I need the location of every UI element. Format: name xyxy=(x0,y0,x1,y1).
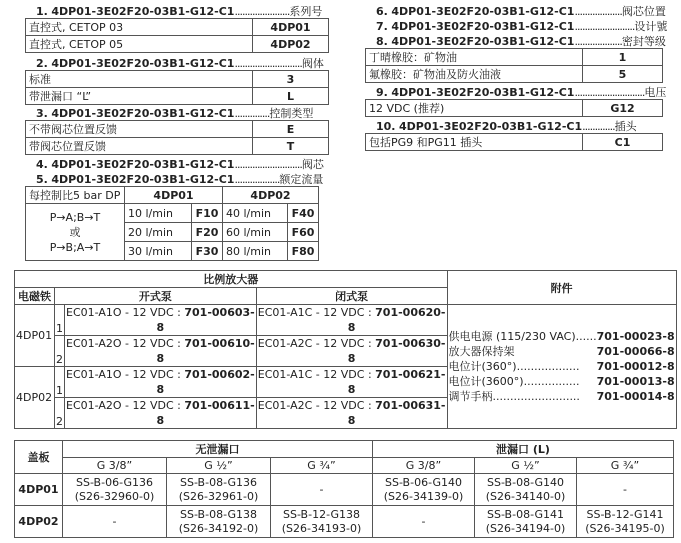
sec2-header xyxy=(36,55,324,71)
sec7-title: 设计號 xyxy=(634,20,668,33)
plate-part-number: - xyxy=(623,482,627,496)
sec4-dots: ........................... xyxy=(234,158,302,171)
flow-code: F30 xyxy=(192,242,223,261)
sec5-flow-table xyxy=(25,186,319,261)
table-row xyxy=(366,134,663,151)
sec9-dots: ............................ xyxy=(574,86,645,99)
sec10-dots: ............. xyxy=(582,120,615,133)
plate-part-number: SS-B-12-G141 xyxy=(586,507,664,521)
option-code: G12 xyxy=(583,100,663,117)
plate-part-code: (S26-32960-0) xyxy=(74,489,155,503)
option-code: 3 xyxy=(253,71,329,88)
sec2-table xyxy=(25,70,329,105)
flow-code: F80 xyxy=(288,242,319,261)
option-label: 直控式, CETOP 03 xyxy=(26,19,253,36)
plate-part-code: (S26-34195-0) xyxy=(585,521,665,535)
sec4-model-code: 4DP01-3E02F20-03B1-G12-C1 xyxy=(51,158,235,171)
option-code: 5 xyxy=(583,66,663,83)
accessory-label: 电位计(360°) xyxy=(448,360,517,373)
table-row xyxy=(15,458,674,474)
part-number: 701-00610- xyxy=(184,337,255,350)
port-size: G ½” xyxy=(167,458,271,474)
accessory-item xyxy=(449,359,675,374)
accessory-code: 701-00012-8 xyxy=(596,360,675,373)
option-label: 标准 xyxy=(26,71,253,88)
amplifier-model: EC01-A2O - 12 VDC : xyxy=(66,399,185,412)
sec9-table xyxy=(365,99,663,117)
solenoid-model: 4DP02 xyxy=(15,367,55,429)
table-row xyxy=(366,100,663,117)
part-number: 701-00620- xyxy=(375,306,446,319)
part-number-suffix: 8 xyxy=(156,352,165,365)
sec10-title: 插头 xyxy=(614,120,637,133)
sec8-table xyxy=(365,48,663,83)
accessory-label: 电位计(3600°) xyxy=(448,375,524,388)
plate-part-cell xyxy=(167,506,271,538)
sec2-dots: ........................... xyxy=(234,57,302,70)
plate-part-cell xyxy=(63,506,167,538)
flow-direction-label xyxy=(26,204,125,261)
part-number-suffix: 8 xyxy=(347,383,356,396)
flow-value: 10 l/min xyxy=(125,204,192,223)
closed-pump-cell xyxy=(256,367,447,398)
part-number: 701-00602- xyxy=(184,368,255,381)
table-row xyxy=(26,88,329,105)
sec1-number: 1. xyxy=(36,5,48,18)
plate-part-number: - xyxy=(112,514,117,528)
closed-pump-cell xyxy=(256,305,447,336)
sec6-header xyxy=(376,3,666,19)
plate-part-cell xyxy=(475,474,577,506)
plate-part-cell xyxy=(577,506,674,538)
row-index: 1 xyxy=(55,367,65,398)
plate-part-cell xyxy=(63,474,167,506)
sec8-title: 密封等级 xyxy=(621,35,666,48)
option-label: 不带阀芯位置反馈 xyxy=(26,121,253,138)
accessory-code: 701-00013-8 xyxy=(596,375,675,388)
plate-part-number: SS-B-08-G136 xyxy=(180,475,257,489)
flow-value: 40 l/min xyxy=(223,204,288,223)
accessory-label: 放大器保持架 xyxy=(448,345,515,358)
part-number-suffix: 8 xyxy=(347,352,356,365)
amplifier-model: EC01-A1C - 12 VDC : xyxy=(257,368,376,381)
row-index: 1 xyxy=(55,305,65,336)
sec5-title: 额定流量 xyxy=(279,173,324,186)
accessory-item xyxy=(449,389,675,404)
sec10-number: 10. xyxy=(376,120,396,133)
sec5-dots: .................. xyxy=(234,173,280,186)
flow-value: 30 l/min xyxy=(125,242,192,261)
plate-part-code: (S26-34140-0) xyxy=(485,489,566,503)
solenoid-header: 电磁铁 xyxy=(15,288,55,305)
option-code: 4DP02 xyxy=(253,36,329,53)
sec7-header xyxy=(376,18,667,34)
flow-header-4dp01: 4DP01 xyxy=(125,187,223,204)
no-leak-header: 无泄漏口 xyxy=(63,441,373,458)
amplifier-model: EC01-A1C - 12 VDC : xyxy=(257,306,376,319)
accessory-code: 701-00066-8 xyxy=(596,345,675,358)
plate-model: 4DP02 xyxy=(15,506,63,538)
accessory-dots: ................ xyxy=(523,375,580,388)
amplifier-model: EC01-A2O - 12 VDC : xyxy=(66,337,185,350)
accessory-label: 调节手柄 xyxy=(448,390,493,403)
amplifier-model: EC01-A2C - 12 VDC : xyxy=(257,399,376,412)
plate-header: 盖板 xyxy=(15,441,63,474)
part-number: 701-00631- xyxy=(375,399,446,412)
sec7-number: 7. xyxy=(376,20,388,33)
plate-part-number: - xyxy=(421,514,426,528)
table-row xyxy=(26,71,329,88)
sec8-model-code: 4DP01-3E02F20-03B1-G12-C1 xyxy=(391,35,575,48)
sec8-dots: ................... xyxy=(574,35,622,48)
accessory-dots: .................. xyxy=(516,360,580,373)
sec10-header xyxy=(376,118,637,134)
port-size: G 3/8” xyxy=(373,458,475,474)
option-code: L xyxy=(253,88,329,105)
sec5-header xyxy=(36,171,323,187)
option-code: 4DP01 xyxy=(253,19,329,36)
flow-direction-line: 或 xyxy=(69,225,81,239)
amplifier-model: EC01-A1O - 12 VDC : xyxy=(66,306,185,319)
row-index: 2 xyxy=(55,336,65,367)
part-number-suffix: 8 xyxy=(347,414,356,427)
plate-part-code: (S26-34193-0) xyxy=(281,521,362,535)
accessory-code: 701-00014-8 xyxy=(596,390,675,403)
port-size: G ½” xyxy=(475,458,577,474)
accessory-code: 701-00023-8 xyxy=(596,330,675,343)
sec3-header xyxy=(36,105,313,121)
accessories-list xyxy=(447,305,676,429)
sec8-header xyxy=(376,33,666,49)
sec2-number: 2. xyxy=(36,57,48,70)
open-pump-cell xyxy=(65,305,257,336)
accessory-item xyxy=(449,374,675,389)
option-label: 丁晴橡胶：矿物油 xyxy=(366,49,583,66)
sec5-number: 5. xyxy=(36,173,48,186)
plate-part-code: (S26-32961-0) xyxy=(178,489,259,503)
part-number-suffix: 8 xyxy=(156,321,165,334)
amplifier-model: EC01-A2C - 12 VDC : xyxy=(257,337,376,350)
plate-part-code: (S26-34194-0) xyxy=(485,521,566,535)
sec9-title: 电压 xyxy=(644,86,667,99)
port-size: G ¾” xyxy=(577,458,674,474)
plate-part-number: SS-B-06-G136 xyxy=(76,475,153,489)
flow-code: F10 xyxy=(192,204,223,223)
plate-part-code: (S26-34139-0) xyxy=(383,489,464,503)
table-row xyxy=(15,271,677,288)
sec7-model-code: 4DP01-3E02F20-03B1-G12-C1 xyxy=(391,20,575,33)
plate-part-number: SS-B-06-G140 xyxy=(385,475,462,489)
flow-header-4dp02: 4DP02 xyxy=(223,187,319,204)
open-pump-cell xyxy=(65,398,257,429)
sec9-header xyxy=(376,84,666,100)
sec7-dots: ........................ xyxy=(574,20,635,33)
accessory-dots: ......................... xyxy=(492,390,580,403)
flow-code: F20 xyxy=(192,223,223,242)
sec9-model-code: 4DP01-3E02F20-03B1-G12-C1 xyxy=(391,86,575,99)
plate-model: 4DP01 xyxy=(15,474,63,506)
part-number-suffix: 8 xyxy=(156,383,165,396)
accessory-label: 供电电源 (115/230 VAC) xyxy=(448,330,576,343)
option-label: 12 VDC (推荐) xyxy=(366,100,583,117)
flow-value: 60 l/min xyxy=(223,223,288,242)
sec9-number: 9. xyxy=(376,86,388,99)
part-number-suffix: 8 xyxy=(347,321,356,334)
plate-part-number: SS-B-08-G141 xyxy=(487,507,564,521)
table-row xyxy=(15,441,674,458)
plate-part-code: (S26-34192-0) xyxy=(178,521,259,535)
part-number-suffix: 8 xyxy=(156,414,165,427)
option-label: 氟橡胶：矿物油及防火油液 xyxy=(366,66,583,83)
accessories-header: 附件 xyxy=(447,271,676,305)
flow-direction-line: P→B;A→T xyxy=(49,240,101,254)
sec1-table xyxy=(25,18,329,53)
plate-part-number: - xyxy=(319,482,324,496)
accessory-item xyxy=(449,344,675,359)
table-row xyxy=(26,187,319,204)
option-label: 带阀芯位置反馈 xyxy=(26,138,253,155)
sec3-table xyxy=(25,120,329,155)
part-number: 701-00611- xyxy=(184,399,255,412)
sec1-dots: ...................... xyxy=(234,5,290,18)
option-label: 直控式, CETOP 05 xyxy=(26,36,253,53)
sec10-table xyxy=(365,133,663,151)
sec5-model-code: 4DP01-3E02F20-03B1-G12-C1 xyxy=(51,173,235,186)
sec6-dots: ................... xyxy=(574,5,622,18)
sec2-model-code: 4DP01-3E02F20-03B1-G12-C1 xyxy=(51,57,235,70)
plate-part-cell xyxy=(271,506,373,538)
table-row xyxy=(26,138,329,155)
option-label: 带泄漏口 “L” xyxy=(26,88,253,105)
amplifier-title: 比例放大器 xyxy=(15,271,448,288)
solenoid-model: 4DP01 xyxy=(15,305,55,367)
sec6-number: 6. xyxy=(376,5,388,18)
flow-code: F60 xyxy=(288,223,319,242)
amplifier-model: EC01-A1O - 12 VDC : xyxy=(66,368,185,381)
open-pump-cell xyxy=(65,367,257,398)
table-row xyxy=(26,204,319,223)
flow-value: 20 l/min xyxy=(125,223,192,242)
sec6-model-code: 4DP01-3E02F20-03B1-G12-C1 xyxy=(391,5,575,18)
subplate-table xyxy=(14,440,674,538)
sec1-title: 系列号 xyxy=(289,5,323,18)
amplifier-table xyxy=(14,270,677,429)
row-index: 2 xyxy=(55,398,65,429)
plate-part-cell xyxy=(167,474,271,506)
flow-header-label: 每控制比5 bar DP xyxy=(26,187,125,204)
sec3-title: 控制类型 xyxy=(269,107,314,120)
table-row xyxy=(366,49,663,66)
sec2-title: 阀体 xyxy=(301,57,324,70)
flow-direction-line: P→A;B→T xyxy=(49,210,101,224)
sec10-model-code: 4DP01-3E02F20-03B1-G12-C1 xyxy=(399,120,583,133)
table-row xyxy=(15,305,677,336)
open-pump-header: 开式泵 xyxy=(55,288,257,305)
plate-part-cell xyxy=(475,506,577,538)
open-pump-cell xyxy=(65,336,257,367)
option-code: 1 xyxy=(583,49,663,66)
option-code: T xyxy=(253,138,329,155)
option-code: E xyxy=(253,121,329,138)
port-size: G ¾” xyxy=(271,458,373,474)
closed-pump-header: 闭式泵 xyxy=(256,288,447,305)
flow-value: 80 l/min xyxy=(223,242,288,261)
table-row xyxy=(366,66,663,83)
plate-part-number: SS-B-08-G138 xyxy=(180,507,257,521)
sec3-dots: .............. xyxy=(234,107,270,120)
table-row xyxy=(15,506,674,538)
option-label: 包括PG9 和PG11 插头 xyxy=(366,134,583,151)
part-number: 701-00630- xyxy=(375,337,446,350)
leak-header: 泄漏口 (L) xyxy=(373,441,674,458)
plate-part-cell xyxy=(373,474,475,506)
port-size: G 3/8” xyxy=(63,458,167,474)
plate-part-cell xyxy=(373,506,475,538)
sec1-header xyxy=(36,3,322,19)
sec8-number: 8. xyxy=(376,35,388,48)
accessory-dots: ...... xyxy=(575,330,597,343)
option-code: C1 xyxy=(583,134,663,151)
sec1-model-code: 4DP01-3E02F20-03B1-G12-C1 xyxy=(51,5,235,18)
table-row xyxy=(26,36,329,53)
table-row xyxy=(15,474,674,506)
accessory-item xyxy=(449,329,675,344)
table-row xyxy=(26,19,329,36)
part-number: 701-00621- xyxy=(375,368,446,381)
plate-part-number: SS-B-12-G138 xyxy=(283,507,360,521)
plate-part-cell xyxy=(271,474,373,506)
flow-code: F40 xyxy=(288,204,319,223)
closed-pump-cell xyxy=(256,398,447,429)
sec3-model-code: 4DP01-3E02F20-03B1-G12-C1 xyxy=(51,107,235,120)
plate-part-cell xyxy=(577,474,674,506)
sec6-title: 阀芯位置 xyxy=(621,5,666,18)
sec3-number: 3. xyxy=(36,107,48,120)
sec4-title: 阀芯 xyxy=(301,158,324,171)
sec4-number: 4. xyxy=(36,158,48,171)
part-number: 701-00603- xyxy=(184,306,255,319)
sec4-header xyxy=(36,156,324,172)
plate-part-number: SS-B-08-G140 xyxy=(487,475,564,489)
closed-pump-cell xyxy=(256,336,447,367)
table-row xyxy=(26,121,329,138)
